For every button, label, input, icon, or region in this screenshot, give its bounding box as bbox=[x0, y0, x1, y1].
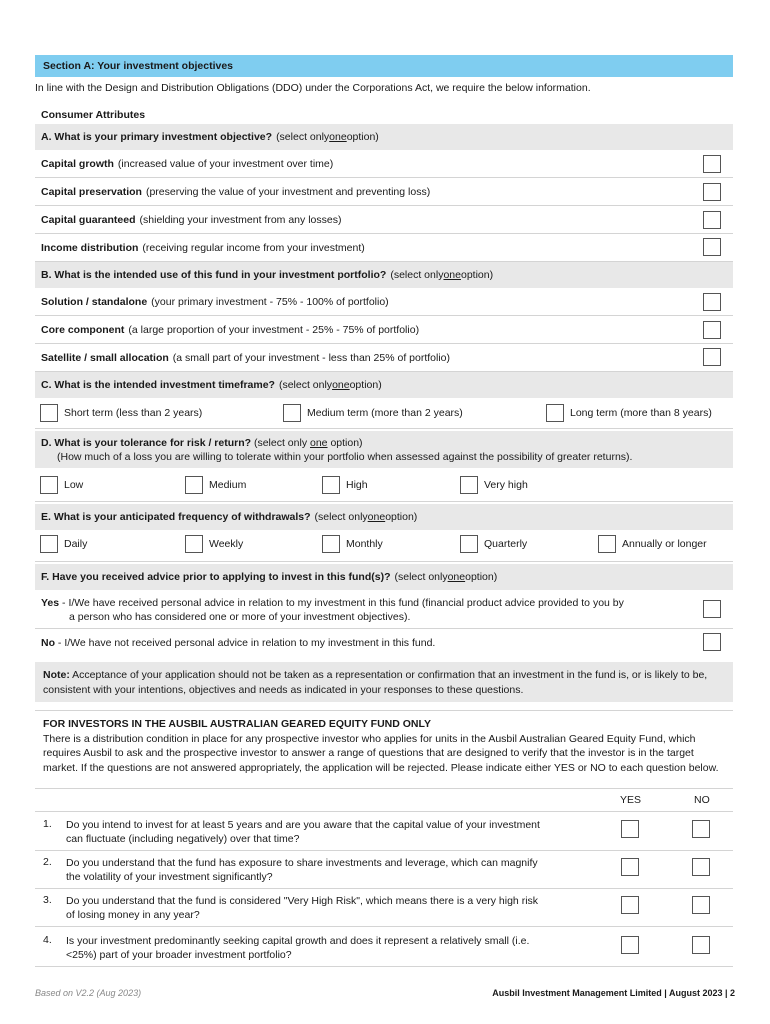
option-monthly: Monthly bbox=[346, 538, 383, 550]
footer-company: Ausbil Investment Management Limited | August 2023 | 2 bbox=[492, 988, 735, 998]
option-advice-no: No - I/We have not received personal advice in relation to my investment in this fund. bbox=[41, 637, 436, 649]
option-short-term: Short term (less than 2 years) bbox=[64, 407, 203, 419]
question-a-header: A. What is your primary investment objective? (select only one option) bbox=[35, 124, 733, 150]
question-b-header: B. What is the intended use of this fund in your investment portfolio? (select only one option) bbox=[35, 262, 733, 288]
checkbox-solution-standalone[interactable] bbox=[703, 293, 721, 311]
question-e-header: E. What is your anticipated frequency of withdrawals? (select only one option) bbox=[35, 504, 733, 530]
question-d-header: D. What is your tolerance for risk / return? (select only one option) (How much of a loss you are willing to tolerate within your portfolio when assessed against the possibility of greater returns). bbox=[35, 431, 733, 468]
checkbox-capital-guaranteed[interactable] bbox=[703, 211, 721, 229]
checkbox-daily[interactable] bbox=[40, 535, 58, 553]
checkbox-weekly[interactable] bbox=[185, 535, 203, 553]
yes-column-header: YES bbox=[620, 794, 642, 806]
question-number: 1. bbox=[43, 818, 52, 830]
question-number: 3. bbox=[43, 894, 52, 906]
question-c-label: C. What is the intended investment timeframe? bbox=[41, 379, 275, 391]
checkbox-advice-no[interactable] bbox=[703, 633, 721, 651]
option-advice-yes: Yes - I/We have received personal advice in relation to my investment in this fund (financial product advice provided to you by a person who has considered one or more of your investment objectives). bbox=[41, 597, 624, 623]
option-capital-growth: Capital growth (increased value of your investment over time) bbox=[35, 150, 733, 178]
option-long-term: Long term (more than 8 years) bbox=[570, 407, 712, 419]
consumer-attributes-heading: Consumer Attributes bbox=[41, 109, 146, 121]
ausbil-question-2: Do you understand that the fund has exposure to share investments and leverage, which can magnify the volatility of your investment significantly? bbox=[66, 857, 538, 883]
checkbox-satellite[interactable] bbox=[703, 348, 721, 366]
question-e-label: E. What is your anticipated frequency of withdrawals? bbox=[41, 511, 311, 523]
question-d-label: D. What is your tolerance for risk / return? bbox=[41, 437, 252, 449]
checkbox-capital-preservation[interactable] bbox=[703, 183, 721, 201]
checkbox-q3-no[interactable] bbox=[692, 896, 710, 914]
checkbox-capital-growth[interactable] bbox=[703, 155, 721, 173]
no-column-header: NO bbox=[694, 794, 710, 806]
option-solution-standalone: Solution / standalone (your primary investment - 75% - 100% of portfolio) bbox=[35, 288, 733, 316]
option-risk-medium: Medium bbox=[209, 479, 247, 491]
checkbox-risk-high[interactable] bbox=[322, 476, 340, 494]
checkbox-core-component[interactable] bbox=[703, 321, 721, 339]
checkbox-q4-no[interactable] bbox=[692, 936, 710, 954]
note-text: Acceptance of your application should not be taken as a representation or confirmation that an investment in the fund is, or is likely to be, consistent with your intentions, objectives and needs as indicated in your responses to these questions. bbox=[43, 669, 708, 696]
option-annually: Annually or longer bbox=[622, 538, 707, 550]
ausbil-question-3: Do you understand that the fund is considered "Very High Risk", which means there is a very high risk of losing money in any year? bbox=[66, 895, 539, 921]
question-d-subtext: (How much of a loss you are willing to tolerate within your portfolio when assessed against the possibility of greater returns). bbox=[57, 451, 633, 463]
question-f-header: F. Have you received advice prior to applying to invest in this fund(s)? (select only one option) bbox=[35, 564, 733, 590]
checkbox-q3-yes[interactable] bbox=[621, 896, 639, 914]
option-weekly: Weekly bbox=[209, 538, 244, 550]
question-b-label: B. What is the intended use of this fund in your investment portfolio? bbox=[41, 269, 387, 281]
section-intro: In line with the Design and Distribution Obligations (DDO) under the Corporations Act, we require the below information. bbox=[35, 82, 591, 94]
checkbox-q4-yes[interactable] bbox=[621, 936, 639, 954]
checkbox-q1-yes[interactable] bbox=[621, 820, 639, 838]
checkbox-quarterly[interactable] bbox=[460, 535, 478, 553]
checkbox-monthly[interactable] bbox=[322, 535, 340, 553]
option-capital-preservation: Capital preservation (preserving the value of your investment and preventing loss) bbox=[35, 178, 733, 206]
question-c-header: C. What is the intended investment timeframe? (select only one option) bbox=[35, 372, 733, 398]
question-number: 4. bbox=[43, 934, 52, 946]
checkbox-medium-term[interactable] bbox=[283, 404, 301, 422]
footer-version: Based on V2.2 (Aug 2023) bbox=[35, 988, 142, 998]
option-medium-term: Medium term (more than 2 years) bbox=[307, 407, 463, 419]
checkbox-q1-no[interactable] bbox=[692, 820, 710, 838]
note-box bbox=[35, 662, 733, 702]
option-risk-low: Low bbox=[64, 479, 84, 491]
question-a-label: A. What is your primary investment objective? bbox=[41, 131, 273, 143]
checkbox-risk-low[interactable] bbox=[40, 476, 58, 494]
checkbox-income-distribution[interactable] bbox=[703, 238, 721, 256]
checkbox-risk-medium[interactable] bbox=[185, 476, 203, 494]
option-daily: Daily bbox=[64, 538, 88, 550]
section-a-title: Section A: Your investment objectives bbox=[35, 55, 733, 77]
option-risk-very-high: Very high bbox=[484, 479, 528, 491]
ausbil-question-1: Do you intend to invest for at least 5 years and are you aware that the capital value of your investment can fluctuate (including negatively) over that time? bbox=[66, 819, 540, 845]
checkbox-q2-no[interactable] bbox=[692, 858, 710, 876]
checkbox-advice-yes[interactable] bbox=[703, 600, 721, 618]
note-label: Note: bbox=[43, 669, 70, 681]
option-income-distribution: Income distribution (receiving regular income from your investment) bbox=[35, 234, 733, 262]
option-capital-guaranteed: Capital guaranteed (shielding your investment from any losses) bbox=[35, 206, 733, 234]
ausbil-section bbox=[35, 710, 733, 781]
checkbox-risk-very-high[interactable] bbox=[460, 476, 478, 494]
ausbil-question-4: Is your investment predominantly seeking capital growth and does it represent a relatively small (i.e. <25%) part of your broader investment portfolio? bbox=[66, 935, 530, 961]
question-f-label: F. Have you received advice prior to applying to invest in this fund(s)? bbox=[41, 571, 391, 583]
question-number: 2. bbox=[43, 856, 52, 868]
option-satellite: Satellite / small allocation (a small part of your investment - less than 25% of portfolio) bbox=[35, 344, 733, 372]
option-risk-high: High bbox=[346, 479, 368, 491]
ausbil-body: There is a distribution condition in place for any prospective investor who applies for units in the Ausbil Australian Geared Equity Fund, which requires Ausbil to ask and the prospective investor to answer a range of questions that are designed to verify that the investor is in the target market. If the questions are not answered appropriately, the application will be rejected. Please indicate either YES or NO to each question below. bbox=[43, 732, 719, 774]
option-core-component: Core component (a large proportion of your investment - 25% - 75% of portfolio) bbox=[35, 316, 733, 344]
checkbox-q2-yes[interactable] bbox=[621, 858, 639, 876]
checkbox-short-term[interactable] bbox=[40, 404, 58, 422]
checkbox-long-term[interactable] bbox=[546, 404, 564, 422]
checkbox-annually[interactable] bbox=[598, 535, 616, 553]
ausbil-heading: FOR INVESTORS IN THE AUSBIL AUSTRALIAN GEARED EQUITY FUND ONLY bbox=[43, 718, 431, 730]
option-quarterly: Quarterly bbox=[484, 538, 528, 550]
